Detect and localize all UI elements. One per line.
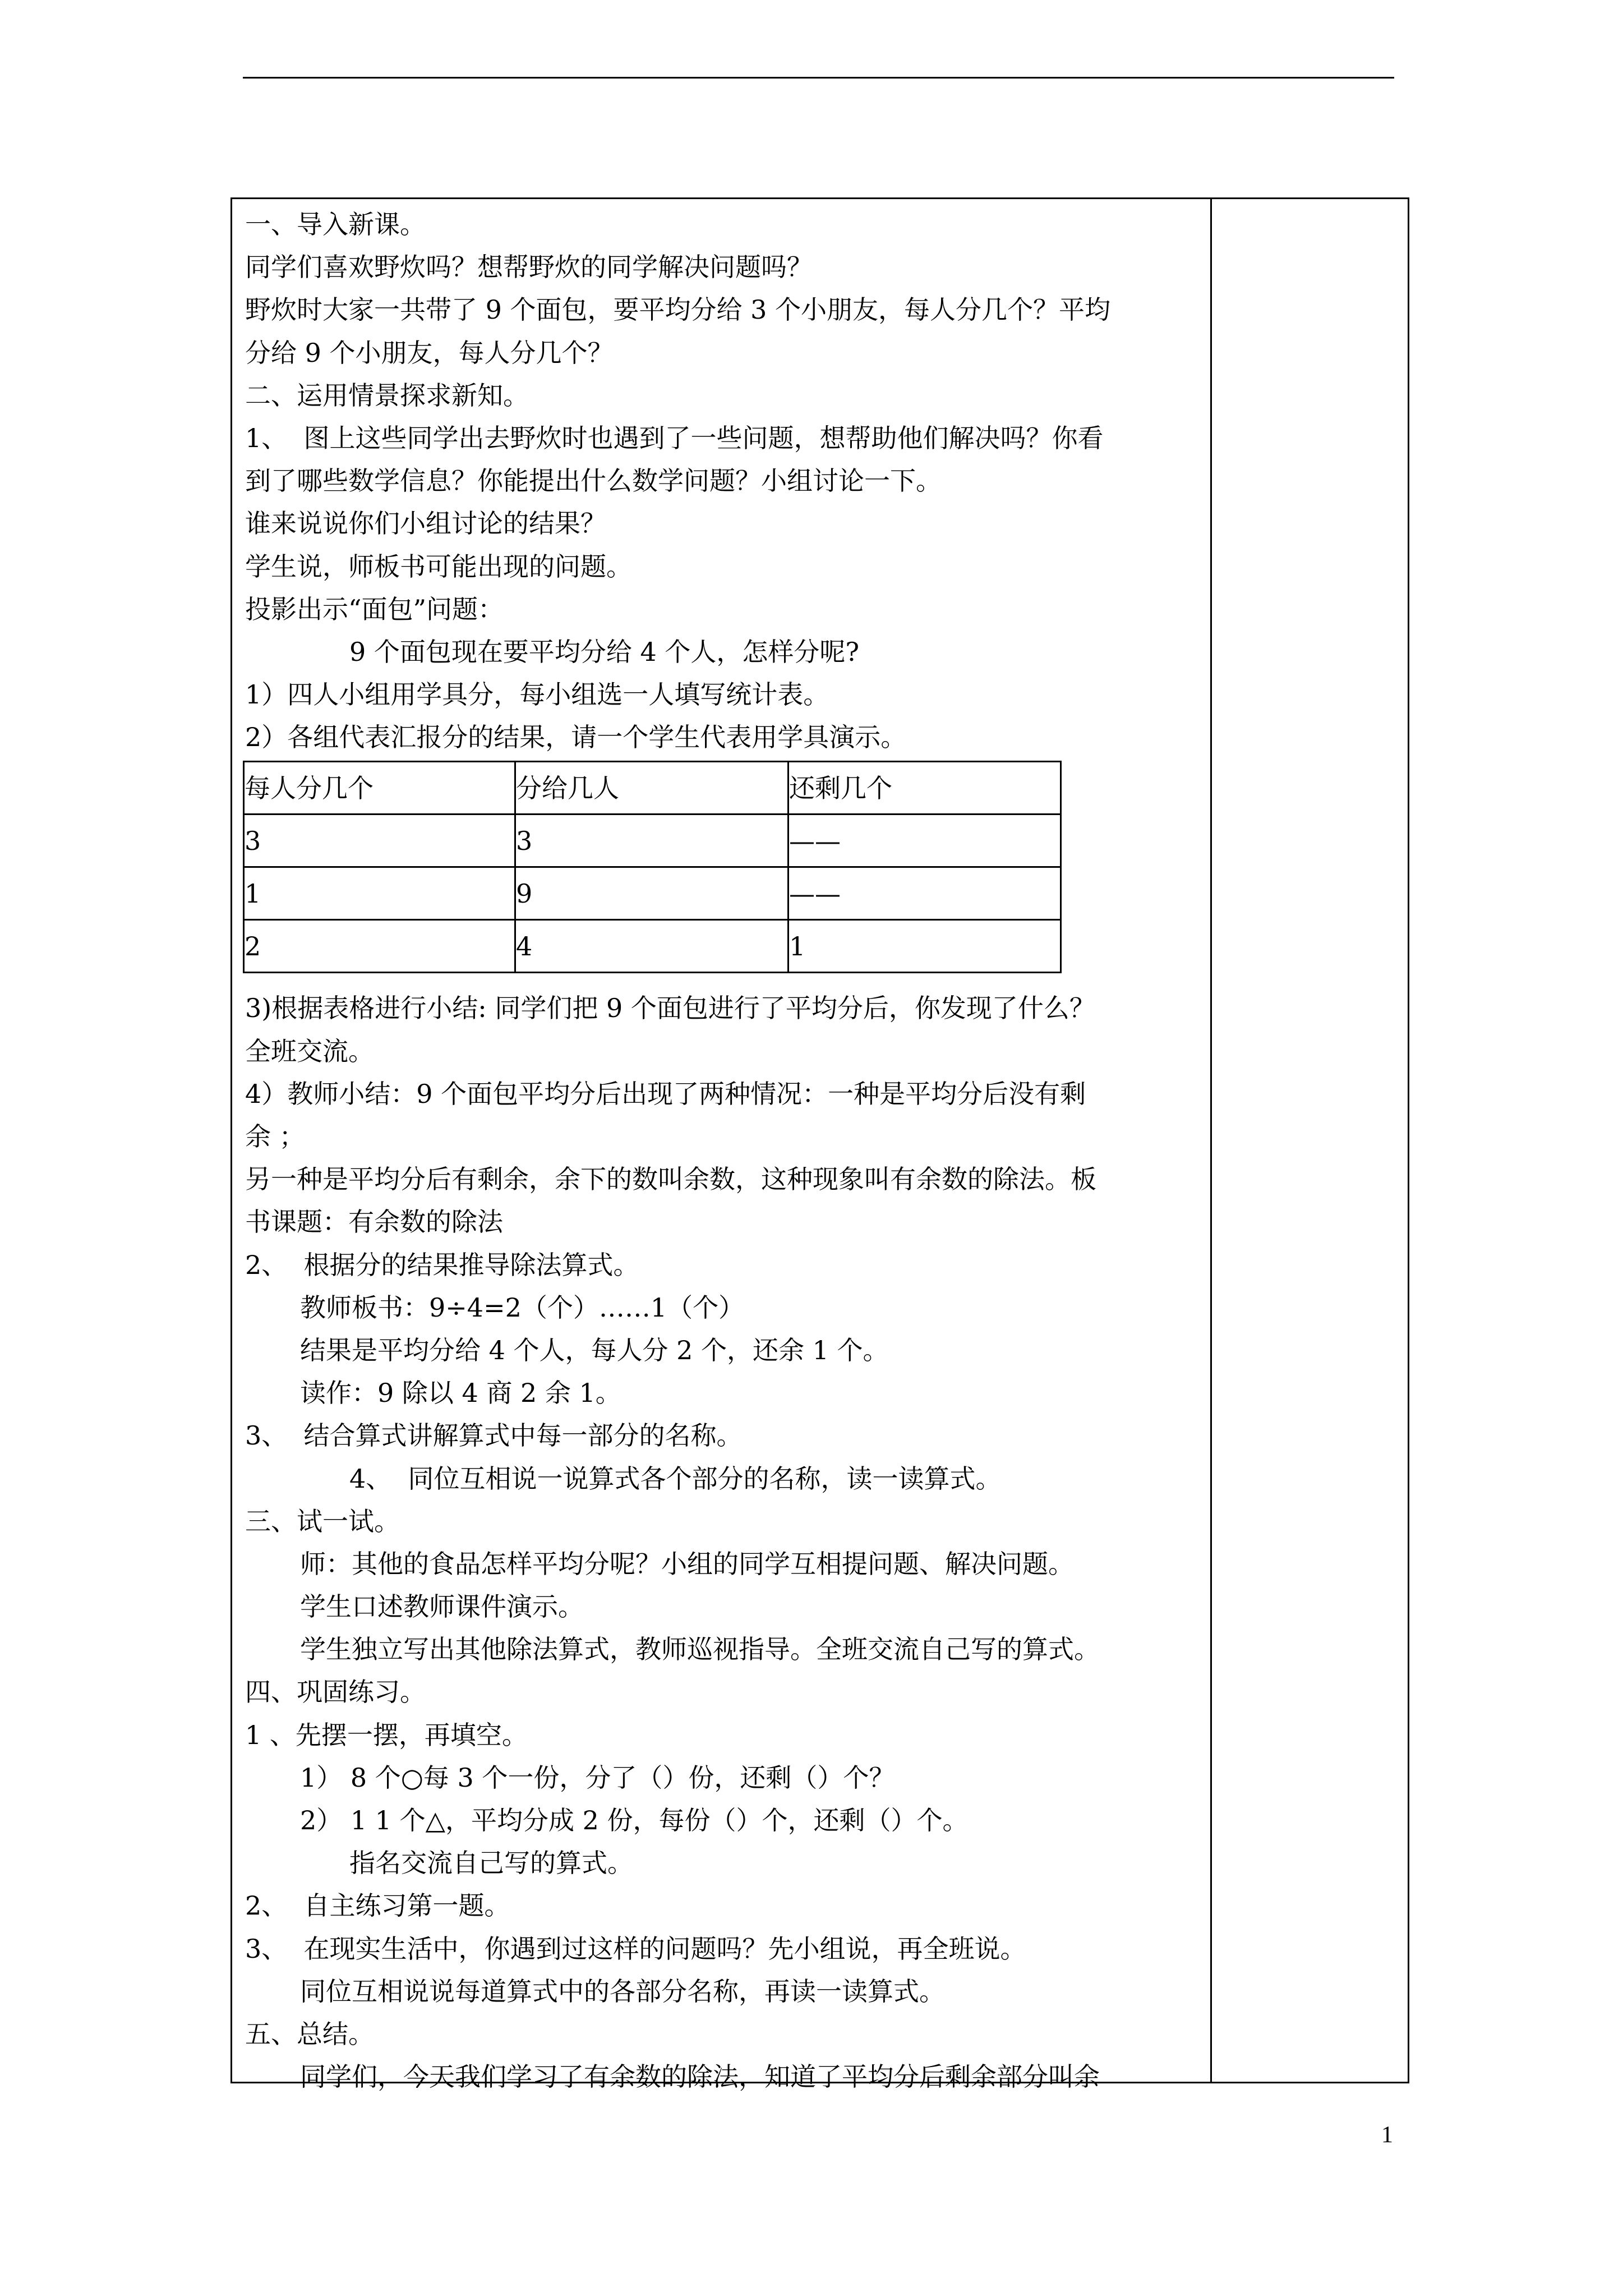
text-line: 4、 同位互相说一说算式各个部分的名称，读一读算式。 [349, 1463, 1002, 1494]
text-line: 1、 图上这些同学出去野炊时也遇到了一些问题，想帮助他们解决吗？你看 [245, 422, 1104, 453]
table-cell: 3 [244, 815, 515, 867]
text-line: 2、 根据分的结果推导除法算式。 [245, 1249, 639, 1280]
text-line: 余 ； [245, 1121, 305, 1152]
text-line: 师：其他的食品怎样平均分呢？小组的同学互相提问题、解决问题。 [300, 1548, 1074, 1579]
text-line: 3)根据表格进行小结: 同学们把 9 个面包进行了平均分后，你发现了什么？ [245, 993, 1095, 1024]
table-row [244, 920, 1061, 973]
text-line: 到了哪些数学信息？你能提出什么数学问题？小组讨论一下。 [245, 466, 942, 496]
table-cell: 3 [515, 815, 789, 867]
text-line: 分给 9 个小朋友，每人分几个？ [245, 337, 614, 368]
text-line: 谁来说说你们小组讨论的结果？ [245, 508, 606, 539]
section-heading: 四、巩固练习。 [245, 1677, 426, 1708]
text-line: 1）四人小组用学具分，每小组选一人填写统计表。 [245, 679, 829, 710]
table-cell: 4 [515, 920, 789, 973]
text-line: 野炊时大家一共带了 9 个面包，要平均分给 3 个小朋友，每人分几个？平均 [245, 295, 1111, 325]
text-line: 同学们喜欢野炊吗？想帮野炊的同学解决问题吗？ [245, 252, 813, 283]
header-rule [243, 77, 1394, 79]
text-line: 1） 8 个○每 3 个一份，分了（）份，还剩（）个？ [300, 1762, 895, 1793]
division-result-table-wrap [245, 758, 1207, 987]
table-cell: —— [789, 815, 1061, 867]
text-line: 1 、先摆一摆，再填空。 [245, 1719, 528, 1750]
notes-column-divider [1210, 197, 1212, 2083]
table-row [244, 867, 1061, 920]
table-header-row [244, 762, 1061, 815]
page-number: 1 [1381, 2122, 1393, 2148]
text-line: 2、 自主练习第一题。 [245, 1890, 510, 1921]
table-row [244, 815, 1061, 867]
table-cell: 1 [789, 920, 1061, 973]
table-cell: 9 [515, 867, 789, 920]
text-line: 3、 结合算式讲解算式中每一部分的名称。 [245, 1420, 743, 1451]
table-header-cell: 分给几人 [515, 762, 789, 815]
division-result-table [243, 761, 1062, 973]
section-heading: 五、总结。 [245, 2018, 374, 2049]
table-header-cell: 每人分几个 [244, 762, 515, 815]
text-line: 4）教师小结：9 个面包平均分后出现了两种情况：一种是平均分后没有剩 [245, 1078, 1086, 1109]
lesson-content [245, 203, 1207, 2098]
text-line: 同学们，今天我们学习了有余数的除法，知道了平均分后剩余部分叫余 [300, 2062, 1100, 2092]
text-line: 学生口述教师课件演示。 [300, 1591, 584, 1622]
text-line: 另一种是平均分后有剩余，余下的数叫余数，这种现象叫有余数的除法。板 [245, 1164, 1096, 1195]
text-line: 9 个面包现在要平均分给 4 个人，怎样分呢? [349, 636, 860, 667]
text-line: 指名交流自己写的算式。 [349, 1848, 633, 1879]
text-line: 2）各组代表汇报分的结果，请一个学生代表用学具演示。 [245, 722, 907, 753]
text-line: 学生独立写出其他除法算式，教师巡视指导。全班交流自己写的算式。 [300, 1634, 1100, 1665]
table-cell: 2 [244, 920, 515, 973]
text-line: 同位互相说说每道算式中的各部分名称，再读一读算式。 [300, 1976, 945, 2007]
section-heading: 二、运用情景探求新知。 [245, 380, 529, 411]
table-header-cell: 还剩几个 [789, 762, 1061, 815]
table-cell: 1 [244, 867, 515, 920]
text-line: 学生说，师板书可能出现的问题。 [245, 551, 632, 582]
text-line: 投影出示“面包”问题： [245, 593, 504, 624]
text-line: 教师板书：9÷4=2（个）……1（个） [300, 1292, 745, 1323]
text-line: 书课题：有余数的除法 [245, 1207, 503, 1237]
text-line: 读作：9 除以 4 商 2 余 1。 [300, 1378, 621, 1409]
text-line: 3、 在现实生活中，你遇到过这样的问题吗？先小组说，再全班说。 [245, 1933, 1026, 1964]
section-heading: 一、导入新课。 [245, 209, 426, 240]
text-line: 全班交流。 [245, 1036, 374, 1066]
section-heading: 三、试一试。 [245, 1506, 400, 1536]
text-line: 结果是平均分给 4 个人，每人分 2 个，还余 1 个。 [300, 1335, 889, 1365]
table-cell: —— [789, 867, 1061, 920]
text-line: 2） 1 1 个△，平均分成 2 份，每份（）个，还剩（）个。 [300, 1805, 969, 1835]
